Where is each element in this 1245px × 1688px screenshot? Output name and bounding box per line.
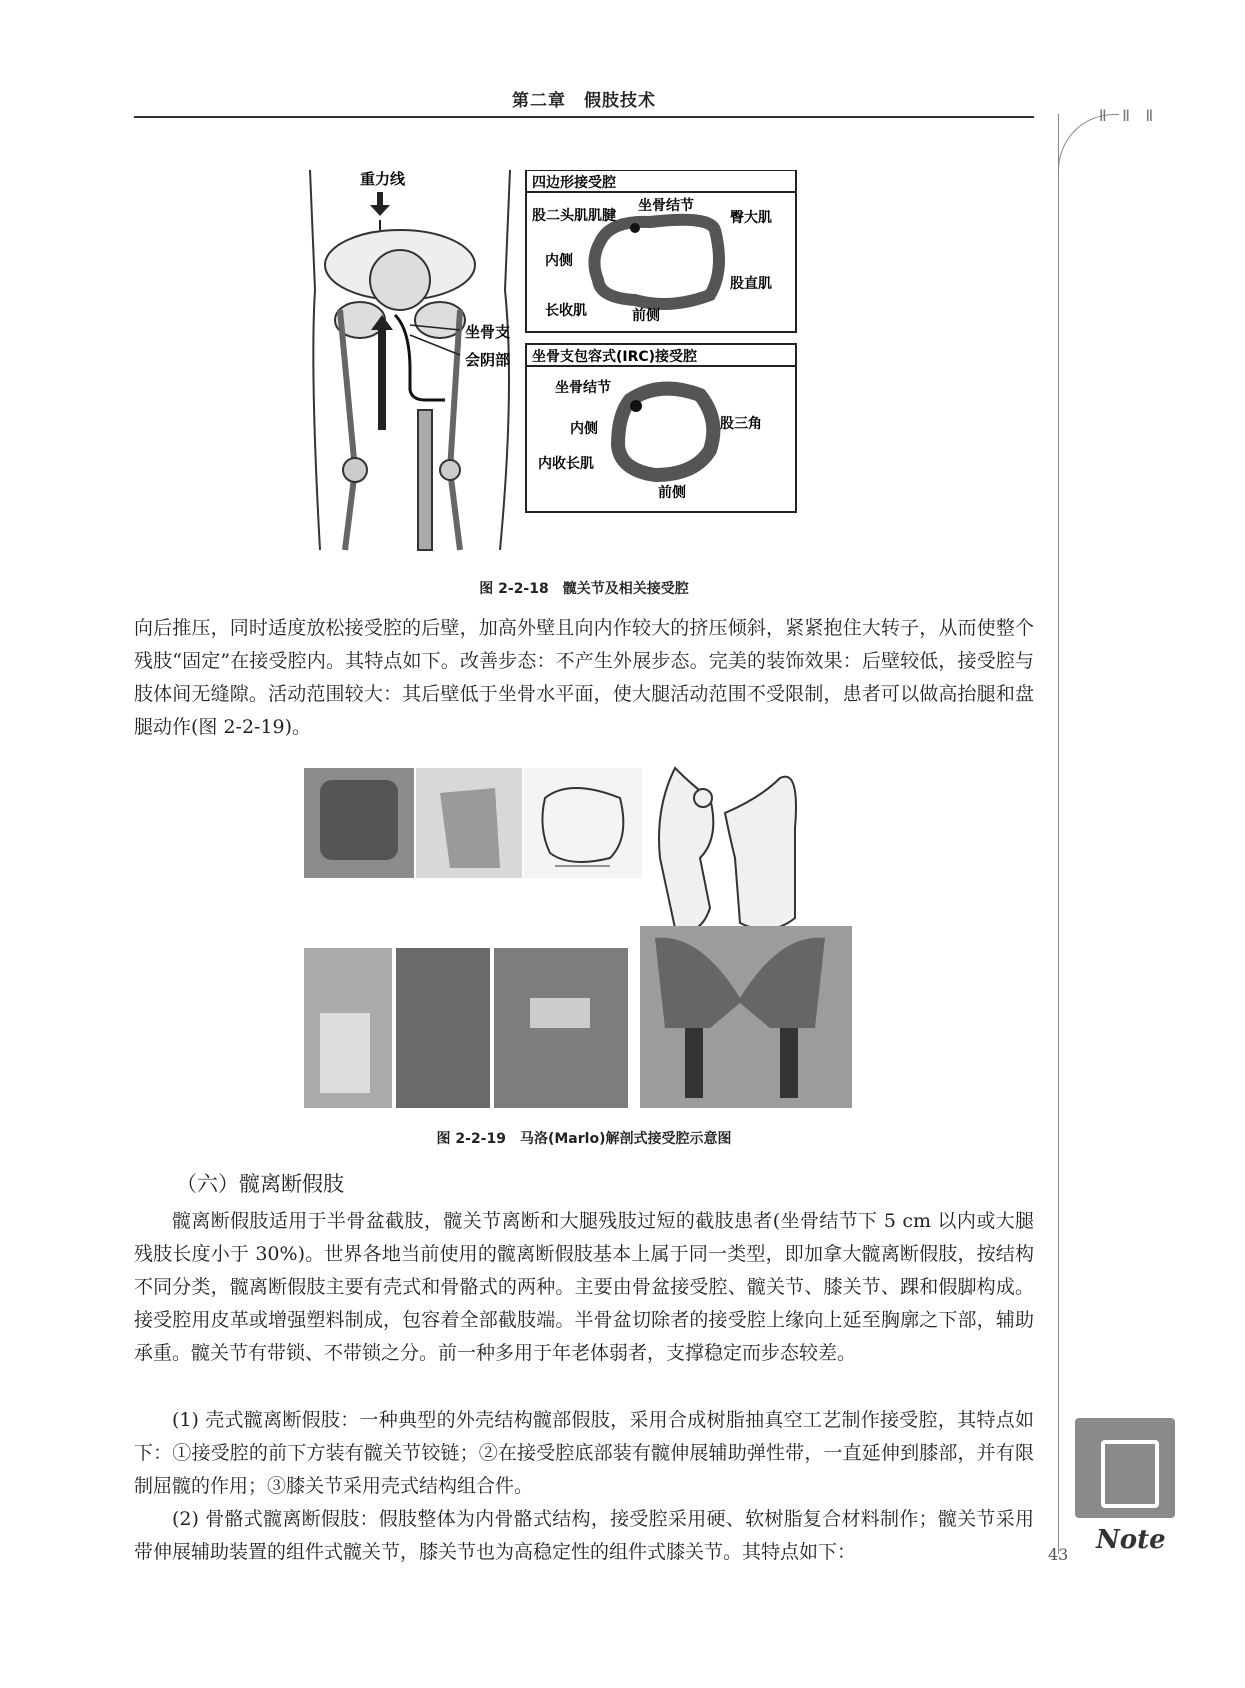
biceps-tendon-label: 股二头肌肌腱 xyxy=(532,208,616,224)
note-label: Note xyxy=(1096,1525,1166,1555)
figure1-caption: 图 2-2-18 髋关节及相关接受腔 xyxy=(479,581,689,597)
page-header-title: 第二章 假肢技术 xyxy=(512,91,656,111)
paragraph-shell-type: (1) 壳式髋离断假肢：一种典型的外壳结构髋部假肢，采用合成树脂抽真空工艺制作接受腔，其特点如下：①接受腔的前下方装有髋关节铰链；②在接受腔底部装有髋伸展辅助弹性带，一直延伸到膝部，并有限制屈髋的作用；③膝关节采用壳式结构组合件。 xyxy=(134,1409,1034,1497)
perineum-label: 会阴部 xyxy=(465,351,511,369)
quadrilateral-socket-panel xyxy=(526,170,796,332)
section-heading: （六）髋离断假肢 xyxy=(176,1172,344,1196)
margin-tick-marks: ǁ ǁ ǁ xyxy=(1098,106,1157,125)
quad-ischial-tuberosity-label: 坐骨结节 xyxy=(638,198,694,214)
paragraph-endoskeletal-type: (2) 骨骼式髋离断假肢：假肢整体为内骨骼式结构，接受腔采用硬、软树脂复合材料制作；髋关节采用带伸展辅助装置的组件式髋关节，膝关节也为高稳定性的组件式膝关节。其特点如下： xyxy=(134,1508,1034,1563)
margin-line xyxy=(1058,114,1059,1554)
figure2-caption: 图 2-2-19 马洛(Marlo)解剖式接受腔示意图 xyxy=(436,1131,732,1147)
adductor-longus-label: 长收肌 xyxy=(545,303,587,319)
drawing-socket-pair xyxy=(659,768,796,931)
paragraph-continuation: 向后推压，同时适度放松接受腔的后壁，加高外壁且向内作较大的挤压倾斜，紧紧抱住大转子，从而使整个残肢“固定”在接受腔内。其特点如下。改善步态：不产生外展步态。完美的装饰效果：后壁较低，接受腔与肢体间无缝隙。活动范围较大：其后壁低于坐骨水平面，使大腿活动范围不受限制，患者可以做高抬腿和盘腿动作(图 2-2-19)。 xyxy=(134,617,1034,738)
document-icon xyxy=(1101,1440,1159,1508)
quad-socket-title: 四边形接受腔 xyxy=(532,175,616,191)
irc-medial-label: 内侧 xyxy=(570,421,598,437)
quad-anterior-label: 前侧 xyxy=(632,308,660,324)
irc-ischial-tuberosity-label: 坐骨结节 xyxy=(555,380,611,396)
gravity-arrow-icon xyxy=(370,192,390,216)
page-number: 43 xyxy=(1048,1545,1069,1564)
femoral-triangle-label: 股三角 xyxy=(720,416,762,432)
photo-patient-sitting xyxy=(396,948,490,1108)
gluteus-label: 臀大肌 xyxy=(730,210,772,226)
quad-medial-label: 内侧 xyxy=(545,253,573,269)
adductor-longus-irc-label: 内收长肌 xyxy=(538,456,594,472)
irc-anterior-label: 前侧 xyxy=(658,485,686,501)
note-badge xyxy=(1075,1418,1175,1518)
rectus-femoris-label: 股直肌 xyxy=(730,276,772,292)
irc-socket-panel xyxy=(526,344,796,512)
figure-marlo-socket-collage xyxy=(300,758,860,1118)
figure-hip-sockets xyxy=(300,170,860,560)
ischial-ramus-label: 坐骨支 xyxy=(465,323,511,341)
header-rule xyxy=(134,116,1034,118)
gravity-line-label: 重力线 xyxy=(360,170,406,188)
irc-socket-title: 坐骨支包容式(IRC)接受腔 xyxy=(532,349,698,365)
paragraph-hip-disarticulation: 髋离断假肢适用于半骨盆截肢，髋关节离断和大腿残肢过短的截肢患者(坐骨结节下 5 cm 以内或大腿残肢长度小于 30%)。世界各地当前使用的髋离断假肢基本上属于同一类型，即加拿大髋离断假肢，按结构不同分类，髋离断假肢主要有壳式和骨骼式的两种。主要由骨盆接受腔、髋关节、膝关节、踝和假脚构成。接受腔用皮革或增强塑料制成，包容着全部截肢端。半骨盆切除者的接受腔上缘向上延至胸廓之下部，辅助承重。髋关节有带锁、不带锁之分。前一种多用于年老体弱者，支撑稳定而步态较差。 xyxy=(134,1210,1034,1364)
